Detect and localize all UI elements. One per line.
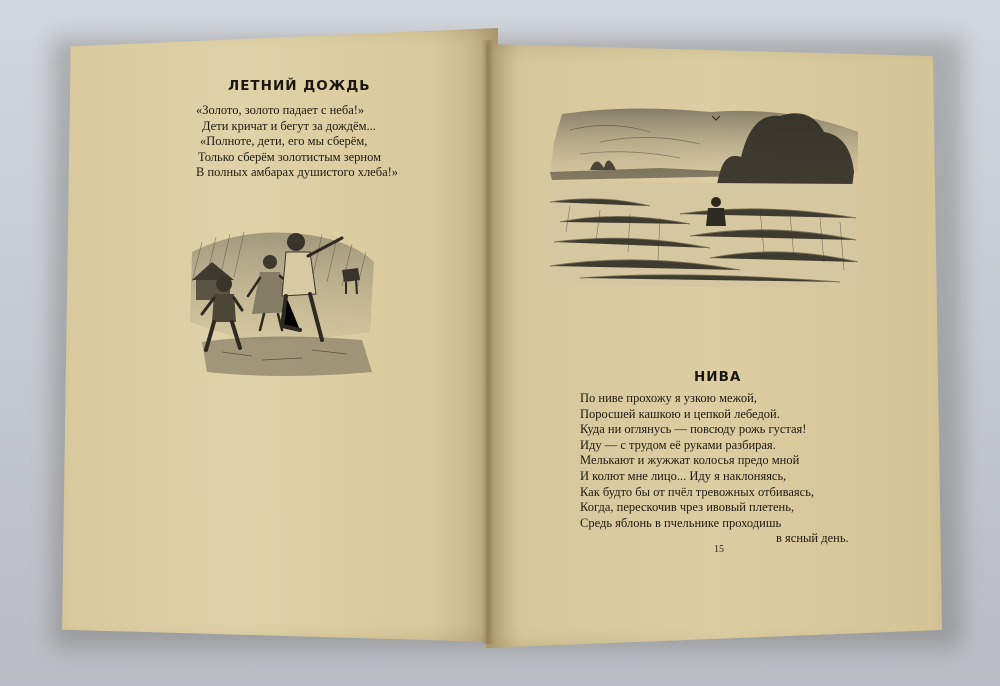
poem-line: Когда, перескочив чрез ивовый плетень, <box>580 500 795 515</box>
poem-line: «Полноте, дети, его мы сберём, <box>200 134 368 149</box>
poem-line: По ниве прохожу я узкою межой, <box>580 391 757 405</box>
poem-line: Дети кричат и бегут за дождём... <box>202 118 376 133</box>
poem-line: И колют мне лицо... Иду я наклоняясь, <box>580 468 787 483</box>
poem-line: «Золото, золото падает с неба!» <box>196 103 365 117</box>
poem-line: В полных амбарах душистого хлеба!» <box>196 165 399 180</box>
rye-field-illustration <box>540 102 866 292</box>
poem-line: Мелькают и жужжат колосья предо мной <box>580 453 800 468</box>
right-poem-title: НИВА <box>694 369 742 385</box>
right-poem <box>580 391 849 547</box>
left-poem-title: ЛЕТНИЙ ДОЖДЬ <box>228 78 371 94</box>
poem-line: Куда ни оглянусь — повсюду рожь густая! <box>580 422 807 437</box>
poem-line: в ясный день. <box>776 531 849 546</box>
page-number: 15 <box>714 544 724 555</box>
left-poem <box>196 103 398 181</box>
poem-line: Как будто бы от пчёл тревожных отбиваясь, <box>580 484 815 499</box>
poem-line: Иду — с трудом её руками разбирая. <box>580 437 776 452</box>
summer-rain-illustration <box>182 222 382 382</box>
poem-line: Средь яблонь в пчельнике проходишь <box>580 515 782 530</box>
poem-line: Поросшей кашкою и цепкой лебедой. <box>580 406 780 421</box>
poem-line: Только сберём золотистым зерном <box>198 149 382 164</box>
book-spine-gutter <box>482 40 494 644</box>
